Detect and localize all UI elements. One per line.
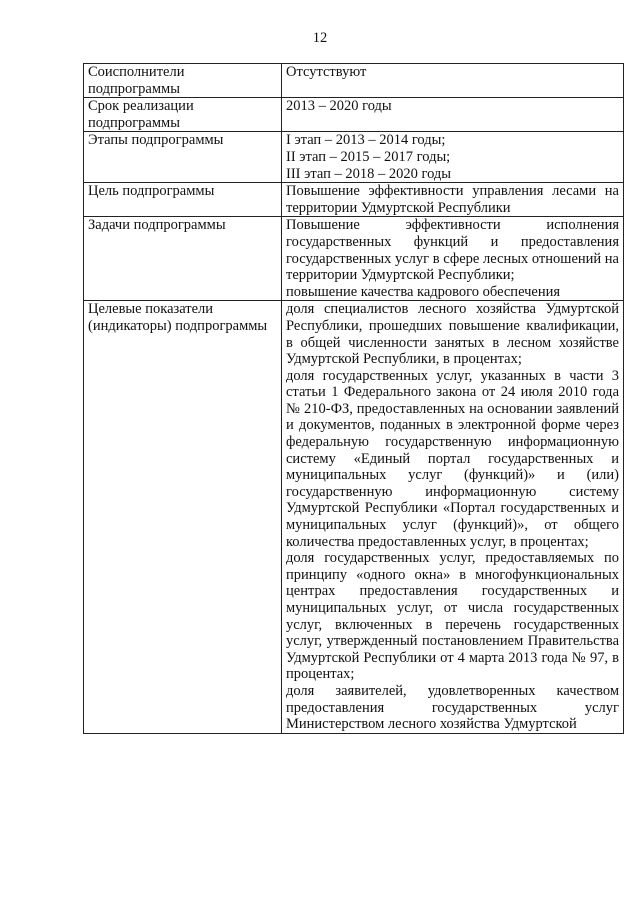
row-value-term (282, 98, 624, 132)
value-paragraph: 2013 – 2020 годы (286, 98, 392, 115)
value-paragraph: доля заявителей, удовлетворенных качеством предоставления государственных услуг Министерством лесного хозяйства Удмуртской (286, 682, 619, 733)
table-row (84, 132, 624, 183)
value-paragraph: доля государственных услуг, указанных в части 3 статьи 1 Федерального закона от 24 июля 2010 года № 210-ФЗ, предоставленных на основании заявлений и документов, поданных в электронной форме через федеральную государственную информационную систему «Единый портал государственных и муниципальных услуг (функций)» и (или) государственную информационную систему Удмуртской Республики «Портал государственных и муниципальных услуг (функций)», от общего количества предоставленных услуг, в процентах; (286, 367, 619, 550)
value-paragraph: повышение качества кадрового обеспечения (286, 283, 561, 300)
table-row (84, 301, 624, 733)
page-number: 12 (312, 30, 328, 46)
value-paragraph: доля специалистов лесного хозяйства Удмуртской Республики, прошедших повышение квалификации, в общей численности занятых в лесном хозяйстве Удмуртской Республики, в процентах; (286, 301, 619, 368)
passport-table (83, 63, 624, 734)
row-label-stages: Этапы подпрограммы (84, 132, 282, 183)
row-label-term: Срок реализации подпрограммы (84, 98, 282, 132)
row-value-stages (282, 132, 624, 183)
value-paragraph: доля государственных услуг, предоставляемых по принципу «одного окна» в многофункциональных центрах предоставления государственных и муниципальных услуг, от числа государственных услуг, включенных в перечень государственных услуг, утвержденный постановлением Правительства Удмуртской Республики от 4 марта 2013 года № 97, в процентах; (286, 550, 619, 683)
value-paragraph: Отсутствуют (286, 64, 367, 80)
table-row (84, 217, 624, 301)
value-paragraph: III этап – 2018 – 2020 годы (286, 165, 452, 182)
value-paragraph: I этап – 2013 – 2014 годы; (286, 132, 446, 149)
row-label-co-executors: Соисполнители подпрограммы (84, 64, 282, 98)
row-label-goal: Цель подпрограммы (84, 183, 282, 217)
value-paragraph: II этап – 2015 – 2017 годы; (286, 148, 451, 165)
row-value-co-executors (282, 64, 624, 98)
row-label-tasks: Задачи подпрограммы (84, 217, 282, 301)
row-label-indicators: Целевые показатели (индикаторы) подпрограммы (84, 301, 282, 733)
value-paragraph: Повышение эффективности исполнения государственных функций и предоставления государственных услуг в сфере лесных отношений на территории Удмуртской Республики; (286, 217, 619, 284)
table-row (84, 98, 624, 132)
value-paragraph: Повышение эффективности управления лесами на территории Удмуртской Республики (286, 183, 619, 216)
table-row (84, 64, 624, 98)
row-value-indicators (282, 301, 624, 733)
table-row (84, 183, 624, 217)
row-value-goal (282, 183, 624, 217)
row-value-tasks (282, 217, 624, 301)
